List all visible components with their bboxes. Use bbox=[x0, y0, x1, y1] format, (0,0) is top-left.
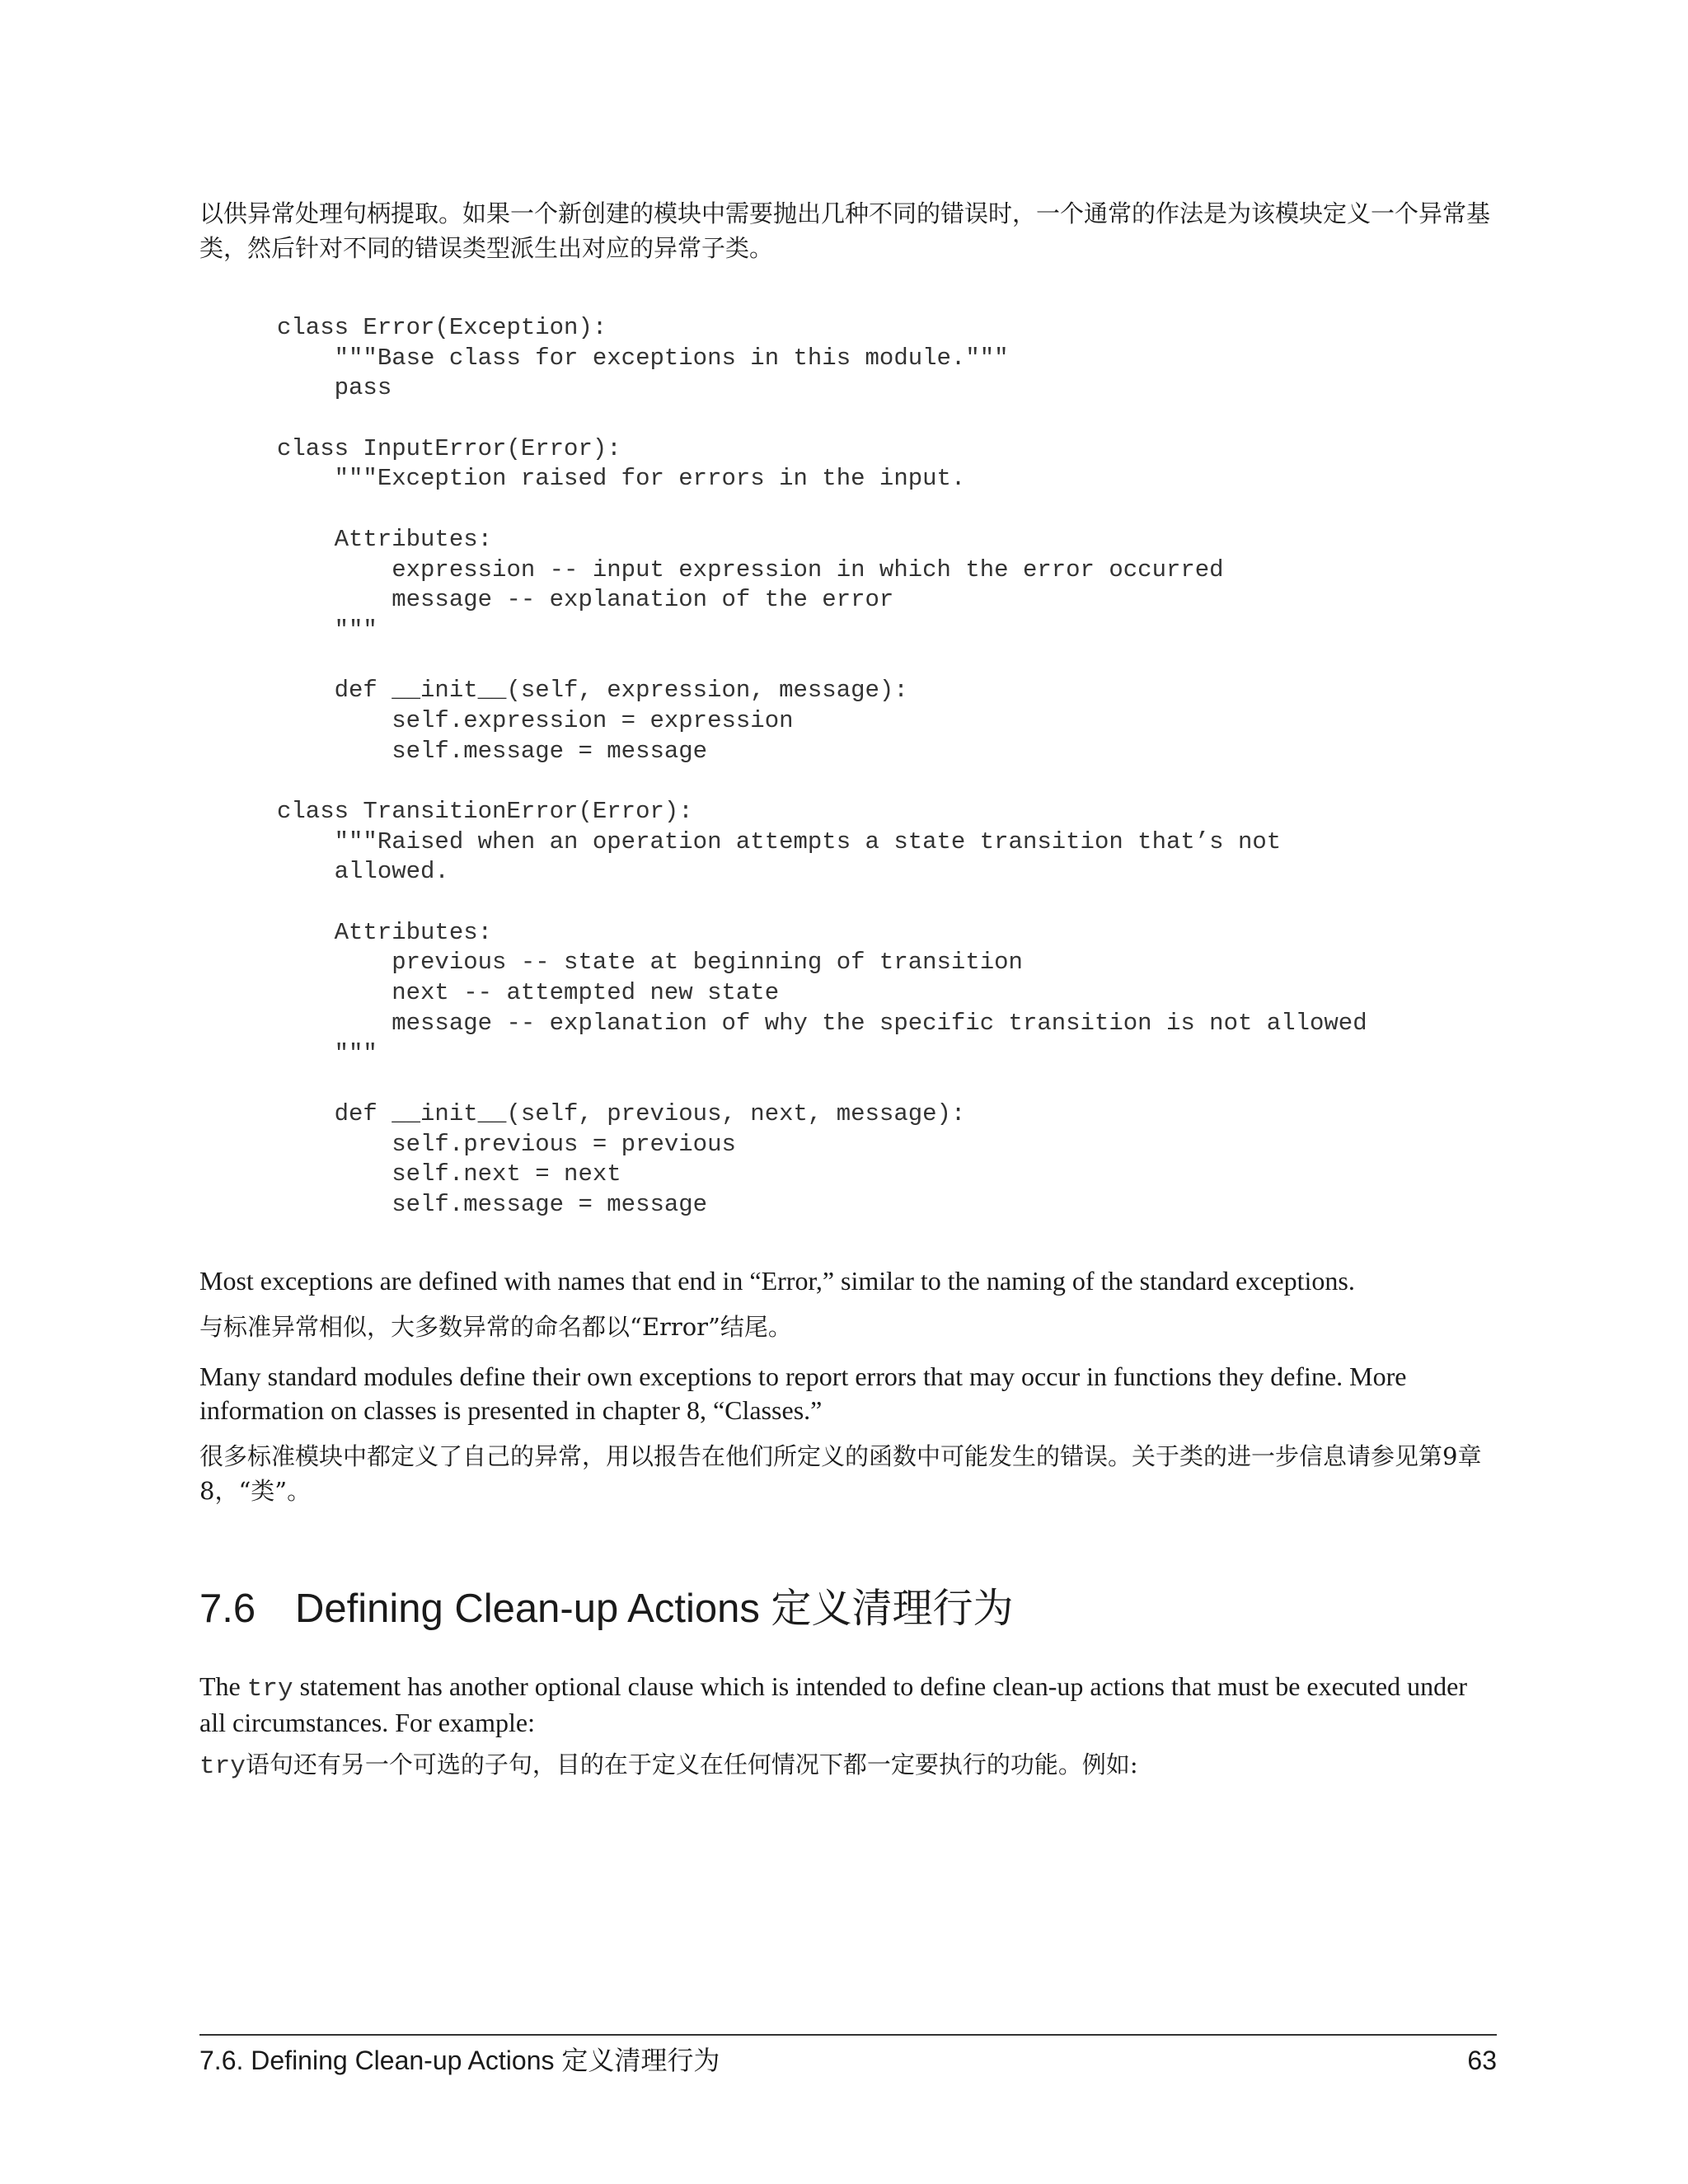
try-text-before: The bbox=[199, 1671, 247, 1701]
code-line: self.message = message bbox=[277, 1190, 708, 1218]
code-line: self.message = message bbox=[277, 737, 708, 765]
footer-section-label: 7.6. Defining Clean-up Actions 定义清理行为 bbox=[199, 2046, 720, 2075]
code-line: Attributes: bbox=[277, 525, 493, 553]
try-inline-code-zh: try bbox=[199, 1752, 246, 1781]
code-line bbox=[277, 646, 1367, 677]
code-line: """Exception raised for errors in the input. bbox=[277, 465, 966, 493]
code-line: class Error(Exception): bbox=[277, 314, 607, 341]
try-inline-code: try bbox=[246, 1675, 293, 1704]
code-line: """Base class for exceptions in this module.""" bbox=[277, 344, 1009, 372]
code-line: """ bbox=[277, 616, 377, 644]
intro-paragraph-zh: 以供异常处理句柄提取。如果一个新创建的模块中需要抛出几种不同的错误时，一个通常的作法是为该模块定义一个异常基类，然后针对不同的错误类型派生出对应的异常子类。 bbox=[199, 199, 1491, 262]
code-block bbox=[277, 313, 1367, 1221]
try-text-after: statement has another optional clause which is intended to define clean-up actions that must be executed under all circumstances. For example: bbox=[199, 1671, 1467, 1737]
try-paragraph-zh bbox=[199, 1747, 1497, 1784]
code-line: """Raised when an operation attempts a state transition that’s not bbox=[277, 827, 1282, 855]
code-line: next -- attempted new state bbox=[277, 979, 780, 1007]
section-number: 7.6 bbox=[199, 1586, 256, 1631]
footer-rule bbox=[199, 2034, 1497, 2036]
naming-paragraph-zh: 与标准异常相似，大多数异常的命名都以“Error”结尾。 bbox=[199, 1313, 792, 1341]
modules-paragraph-zh: 很多标准模块中都定义了自己的异常，用以报告在他们所定义的函数中可能发生的错误。关于类的进一步信息请参见第9章8，“类”。 bbox=[199, 1442, 1482, 1505]
document-page bbox=[199, 0, 1497, 2184]
code-line: def __init__(self, previous, next, message): bbox=[277, 1099, 966, 1127]
try-paragraph-en bbox=[199, 1670, 1497, 1740]
try-text-zh: 语句还有另一个可选的子句，目的在于定义在任何情况下都一定要执行的功能。例如: bbox=[245, 1750, 1138, 1779]
code-line bbox=[277, 494, 1367, 525]
code-line: self.next = next bbox=[277, 1160, 621, 1188]
code-line bbox=[277, 404, 1367, 434]
section-title: Defining Clean-up Actions 定义清理行为 bbox=[295, 1586, 1014, 1631]
section-heading bbox=[199, 1584, 1013, 1633]
code-line: allowed. bbox=[277, 858, 449, 886]
code-line: pass bbox=[277, 374, 392, 402]
modules-paragraph-en: Many standard modules define their own exceptions to report errors that may occur in functions they define. More information on classes is presented in chapter 8, “Classes.” bbox=[199, 1361, 1407, 1425]
code-line: self.expression = expression bbox=[277, 706, 794, 734]
footer-page-number: 63 bbox=[1467, 2046, 1497, 2075]
code-line: Attributes: bbox=[277, 918, 493, 946]
code-line: self.previous = previous bbox=[277, 1130, 736, 1158]
code-line: message -- explanation of the error bbox=[277, 586, 894, 614]
code-line: """ bbox=[277, 1039, 377, 1067]
code-line bbox=[277, 766, 1367, 797]
code-line bbox=[277, 888, 1367, 918]
code-line: class InputError(Error): bbox=[277, 434, 621, 462]
code-line bbox=[277, 1069, 1367, 1099]
code-line: expression -- input expression in which the error occurred bbox=[277, 555, 1224, 583]
code-line: class TransitionError(Error): bbox=[277, 798, 693, 825]
code-line: def __init__(self, expression, message): bbox=[277, 677, 908, 705]
code-line: previous -- state at beginning of transition bbox=[277, 949, 1023, 977]
naming-paragraph-en: Most exceptions are defined with names that end in “Error,” similar to the naming of the standard exceptions. bbox=[199, 1266, 1355, 1296]
code-line: message -- explanation of why the specific transition is not allowed bbox=[277, 1009, 1367, 1037]
